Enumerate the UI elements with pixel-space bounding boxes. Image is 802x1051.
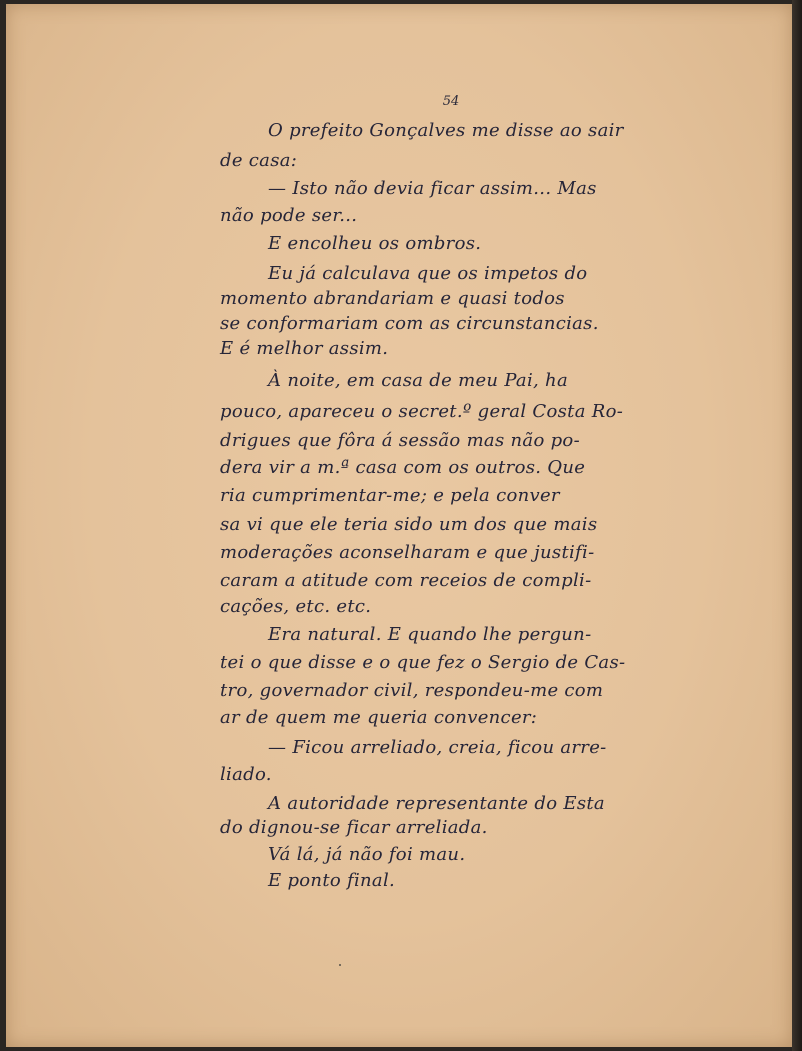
manuscript-line: tro, governador civil, respondeu-me com bbox=[220, 680, 604, 701]
manuscript-line: moderações aconselharam e que justifi- bbox=[220, 542, 595, 563]
manuscript-line: sa vi que ele teria sido um dos que mais bbox=[220, 514, 598, 535]
manuscript-line: Era natural. E quando lhe pergun- bbox=[268, 624, 592, 645]
page-edge-shadow bbox=[792, 0, 802, 1051]
manuscript-line: O prefeito Gonçalves me disse ao sair bbox=[268, 120, 624, 141]
manuscript-line: drigues que fôra á sessão mas não po- bbox=[220, 430, 580, 451]
manuscript-line: caram a atitude com receios de compli- bbox=[220, 570, 592, 591]
manuscript-line: A autoridade representante do Esta bbox=[268, 793, 605, 814]
page-number: 54 bbox=[442, 94, 460, 109]
manuscript-line: ria cumprimentar-me; e pela conver bbox=[220, 485, 560, 506]
manuscript-line: À noite, em casa de meu Pai, ha bbox=[268, 370, 568, 391]
manuscript-line: — Isto não devia ficar assim... Mas bbox=[268, 178, 597, 199]
manuscript-line: de casa: bbox=[220, 150, 298, 171]
manuscript-line: tei o que disse e o que fez o Sergio de Cas- bbox=[220, 652, 626, 673]
manuscript-line: não pode ser... bbox=[220, 205, 358, 226]
manuscript-line: E encolheu os ombros. bbox=[268, 233, 482, 254]
manuscript-line: ar de quem me queria convencer: bbox=[220, 707, 538, 728]
manuscript-line: Eu já calculava que os impetos do bbox=[268, 263, 588, 284]
manuscript-page bbox=[6, 4, 792, 1047]
manuscript-line: momento abrandariam e quasi todos bbox=[220, 288, 565, 309]
manuscript-line: do dignou-se ficar arreliada. bbox=[220, 817, 488, 838]
manuscript-line: Vá lá, já não foi mau. bbox=[268, 844, 466, 865]
manuscript-line: cações, etc. etc. bbox=[220, 596, 372, 617]
manuscript-line: E é melhor assim. bbox=[220, 338, 389, 359]
manuscript-line: se conformariam com as circunstancias. bbox=[220, 313, 599, 334]
manuscript-line: E ponto final. bbox=[268, 870, 396, 891]
manuscript-line: dera vir a m.ª casa com os outros. Que bbox=[220, 457, 586, 478]
manuscript-line: pouco, apareceu o secret.º geral Costa Ro- bbox=[220, 401, 624, 422]
manuscript-line: — Ficou arreliado, creia, ficou arre- bbox=[268, 737, 607, 758]
manuscript-line: liado. bbox=[220, 764, 272, 785]
ink-speck bbox=[339, 964, 341, 966]
